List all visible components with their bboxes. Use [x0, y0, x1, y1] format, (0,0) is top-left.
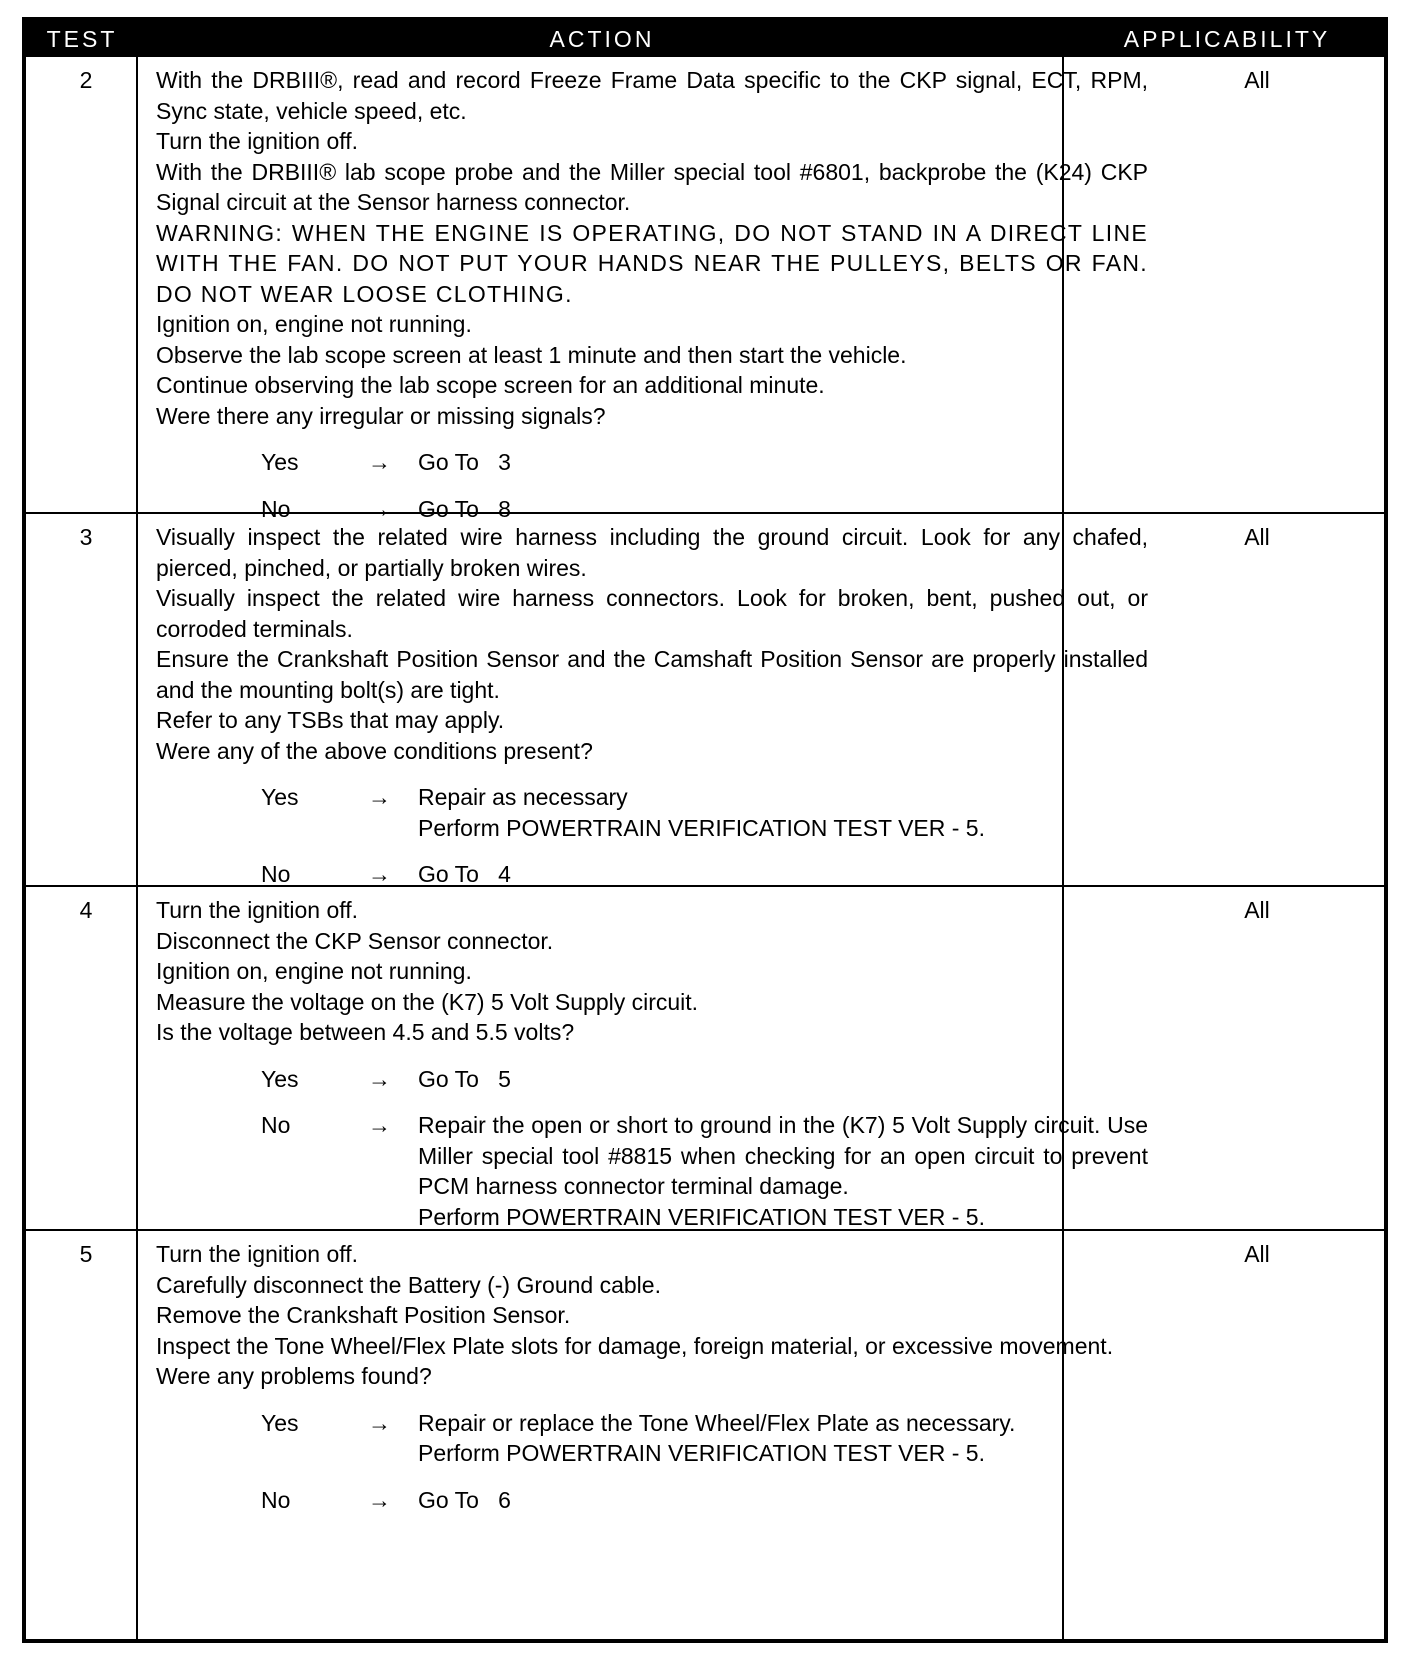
- no-label: No: [261, 1112, 291, 1138]
- action-cell: [156, 522, 1148, 890]
- result-text: Repair or replace the Tone Wheel/Flex Plate as necessary.: [418, 1409, 1016, 1436]
- no-label: No: [261, 861, 291, 887]
- arrow-icon: →: [368, 784, 391, 810]
- action-line: Carefully disconnect the Battery (-) Ground cable.: [156, 1271, 661, 1298]
- applicability-value: All: [1244, 67, 1270, 93]
- test-number: 5: [79, 1241, 93, 1267]
- yes-label: Yes: [261, 1065, 299, 1092]
- action-line: Ensure the Crankshaft Position Sensor and the Camshaft Position Sensor are properly installed and the mounting bolt(s) are tight.: [156, 646, 1148, 703]
- result-text: Go To 3: [418, 449, 511, 475]
- arrow-icon: →: [368, 1065, 391, 1092]
- no-label: No: [261, 495, 291, 522]
- action-line: Disconnect the CKP Sensor connector.: [156, 927, 554, 954]
- header-applicability: APPLICABILITY: [1123, 26, 1331, 52]
- result-text: Go To 6: [418, 1486, 511, 1513]
- result-text: Go To 5: [418, 1065, 511, 1092]
- result-text: Perform POWERTRAIN VERIFICATION TEST VER - 5.: [418, 814, 985, 841]
- arrow-icon: →: [368, 1409, 391, 1436]
- action-cell: [156, 895, 1148, 1232]
- warning-text: WARNING: WHEN THE ENGINE IS OPERATING, DO NOT STAND IN A DIRECT LINE WITH THE FAN. DO NOT PUT YOUR HANDS NEAR THE PULLEYS, BELTS OR FAN. DO NOT WEAR LOOSE CLOTHING.: [156, 219, 1148, 307]
- yes-result: [156, 782, 1148, 843]
- action-line: Is the voltage between 4.5 and 5.5 volts?: [156, 1019, 575, 1045]
- test-number: 4: [79, 897, 93, 923]
- no-result: [156, 1485, 1148, 1516]
- action-line: Ignition on, engine not running.: [156, 311, 472, 337]
- result-text: Go To 4: [418, 861, 511, 887]
- action-line: Were any of the above conditions present?: [156, 737, 593, 764]
- header-action: ACTION: [549, 26, 655, 52]
- action-line: Were there any irregular or missing signals?: [156, 402, 606, 429]
- applicability-value: All: [1244, 524, 1270, 550]
- result-text: Repair the open or short to ground in the (K7) 5 Volt Supply circuit. Use Miller special tool #8815 when checking for an open circuit to prevent PCM harness connector terminal damage.: [418, 1112, 1148, 1199]
- action-line: Continue observing the lab scope screen for an additional minute.: [156, 372, 825, 398]
- result-text: Perform POWERTRAIN VERIFICATION TEST VER - 5.: [418, 1440, 985, 1466]
- action-line: Turn the ignition off.: [156, 128, 359, 154]
- action-line: Turn the ignition off.: [156, 897, 359, 923]
- column-divider: [136, 57, 138, 1639]
- test-number: 2: [79, 67, 93, 93]
- arrow-icon: →: [368, 495, 391, 522]
- action-line: Ignition on, engine not running.: [156, 958, 472, 984]
- action-cell: [156, 1239, 1148, 1515]
- arrow-icon: →: [368, 1112, 391, 1138]
- no-result: [156, 859, 1148, 890]
- no-result: [156, 494, 1148, 525]
- action-line: Remove the Crankshaft Position Sensor.: [156, 1302, 571, 1328]
- action-line: With the DRBIII® lab scope probe and the Miller special tool #6801, backprobe the (K24) CKP Signal circuit at the Sensor harness connector.: [156, 158, 1148, 215]
- action-line: Refer to any TSBs that may apply.: [156, 707, 505, 733]
- applicability-value: All: [1244, 897, 1270, 923]
- result-text: Go To 8: [418, 495, 511, 522]
- arrow-icon: →: [368, 861, 391, 887]
- yes-label: Yes: [261, 449, 299, 475]
- test-number: 3: [79, 524, 93, 550]
- yes-label: Yes: [261, 784, 299, 810]
- action-cell: [156, 65, 1148, 524]
- yes-result: [156, 1064, 1148, 1095]
- yes-label: Yes: [261, 1409, 299, 1436]
- arrow-icon: →: [368, 449, 391, 475]
- action-line: With the DRBIII®, read and record Freeze Frame Data specific to the CKP signal, ECT, RPM, Sync state, vehicle speed, etc.: [156, 67, 1148, 124]
- action-line: Inspect the Tone Wheel/Flex Plate slots for damage, foreign material, or excessive movement.: [156, 1332, 1114, 1359]
- no-label: No: [261, 1486, 291, 1513]
- action-line: Visually inspect the related wire harness including the ground circuit. Look for any chafed, pierced, pinched, or partially broken wires.: [156, 524, 1148, 581]
- yes-result: [156, 1408, 1148, 1469]
- arrow-icon: →: [368, 1486, 391, 1513]
- action-line: Measure the voltage on the (K7) 5 Volt Supply circuit.: [156, 988, 699, 1015]
- yes-result: [156, 447, 1148, 478]
- table-header: [26, 21, 1384, 57]
- no-result: [156, 1110, 1148, 1232]
- header-test: TEST: [46, 26, 118, 52]
- result-text: Perform POWERTRAIN VERIFICATION TEST VER - 5.: [418, 1203, 985, 1230]
- diagnostic-table: [22, 17, 1388, 1643]
- result-text: Repair as necessary: [418, 784, 628, 810]
- action-line: Observe the lab scope screen at least 1 minute and then start the vehicle.: [156, 341, 907, 368]
- action-line: Visually inspect the related wire harness connectors. Look for broken, bent, pushed out, or corroded terminals.: [156, 585, 1148, 642]
- action-line: Were any problems found?: [156, 1363, 432, 1389]
- applicability-value: All: [1244, 1241, 1270, 1267]
- action-line: Turn the ignition off.: [156, 1241, 359, 1267]
